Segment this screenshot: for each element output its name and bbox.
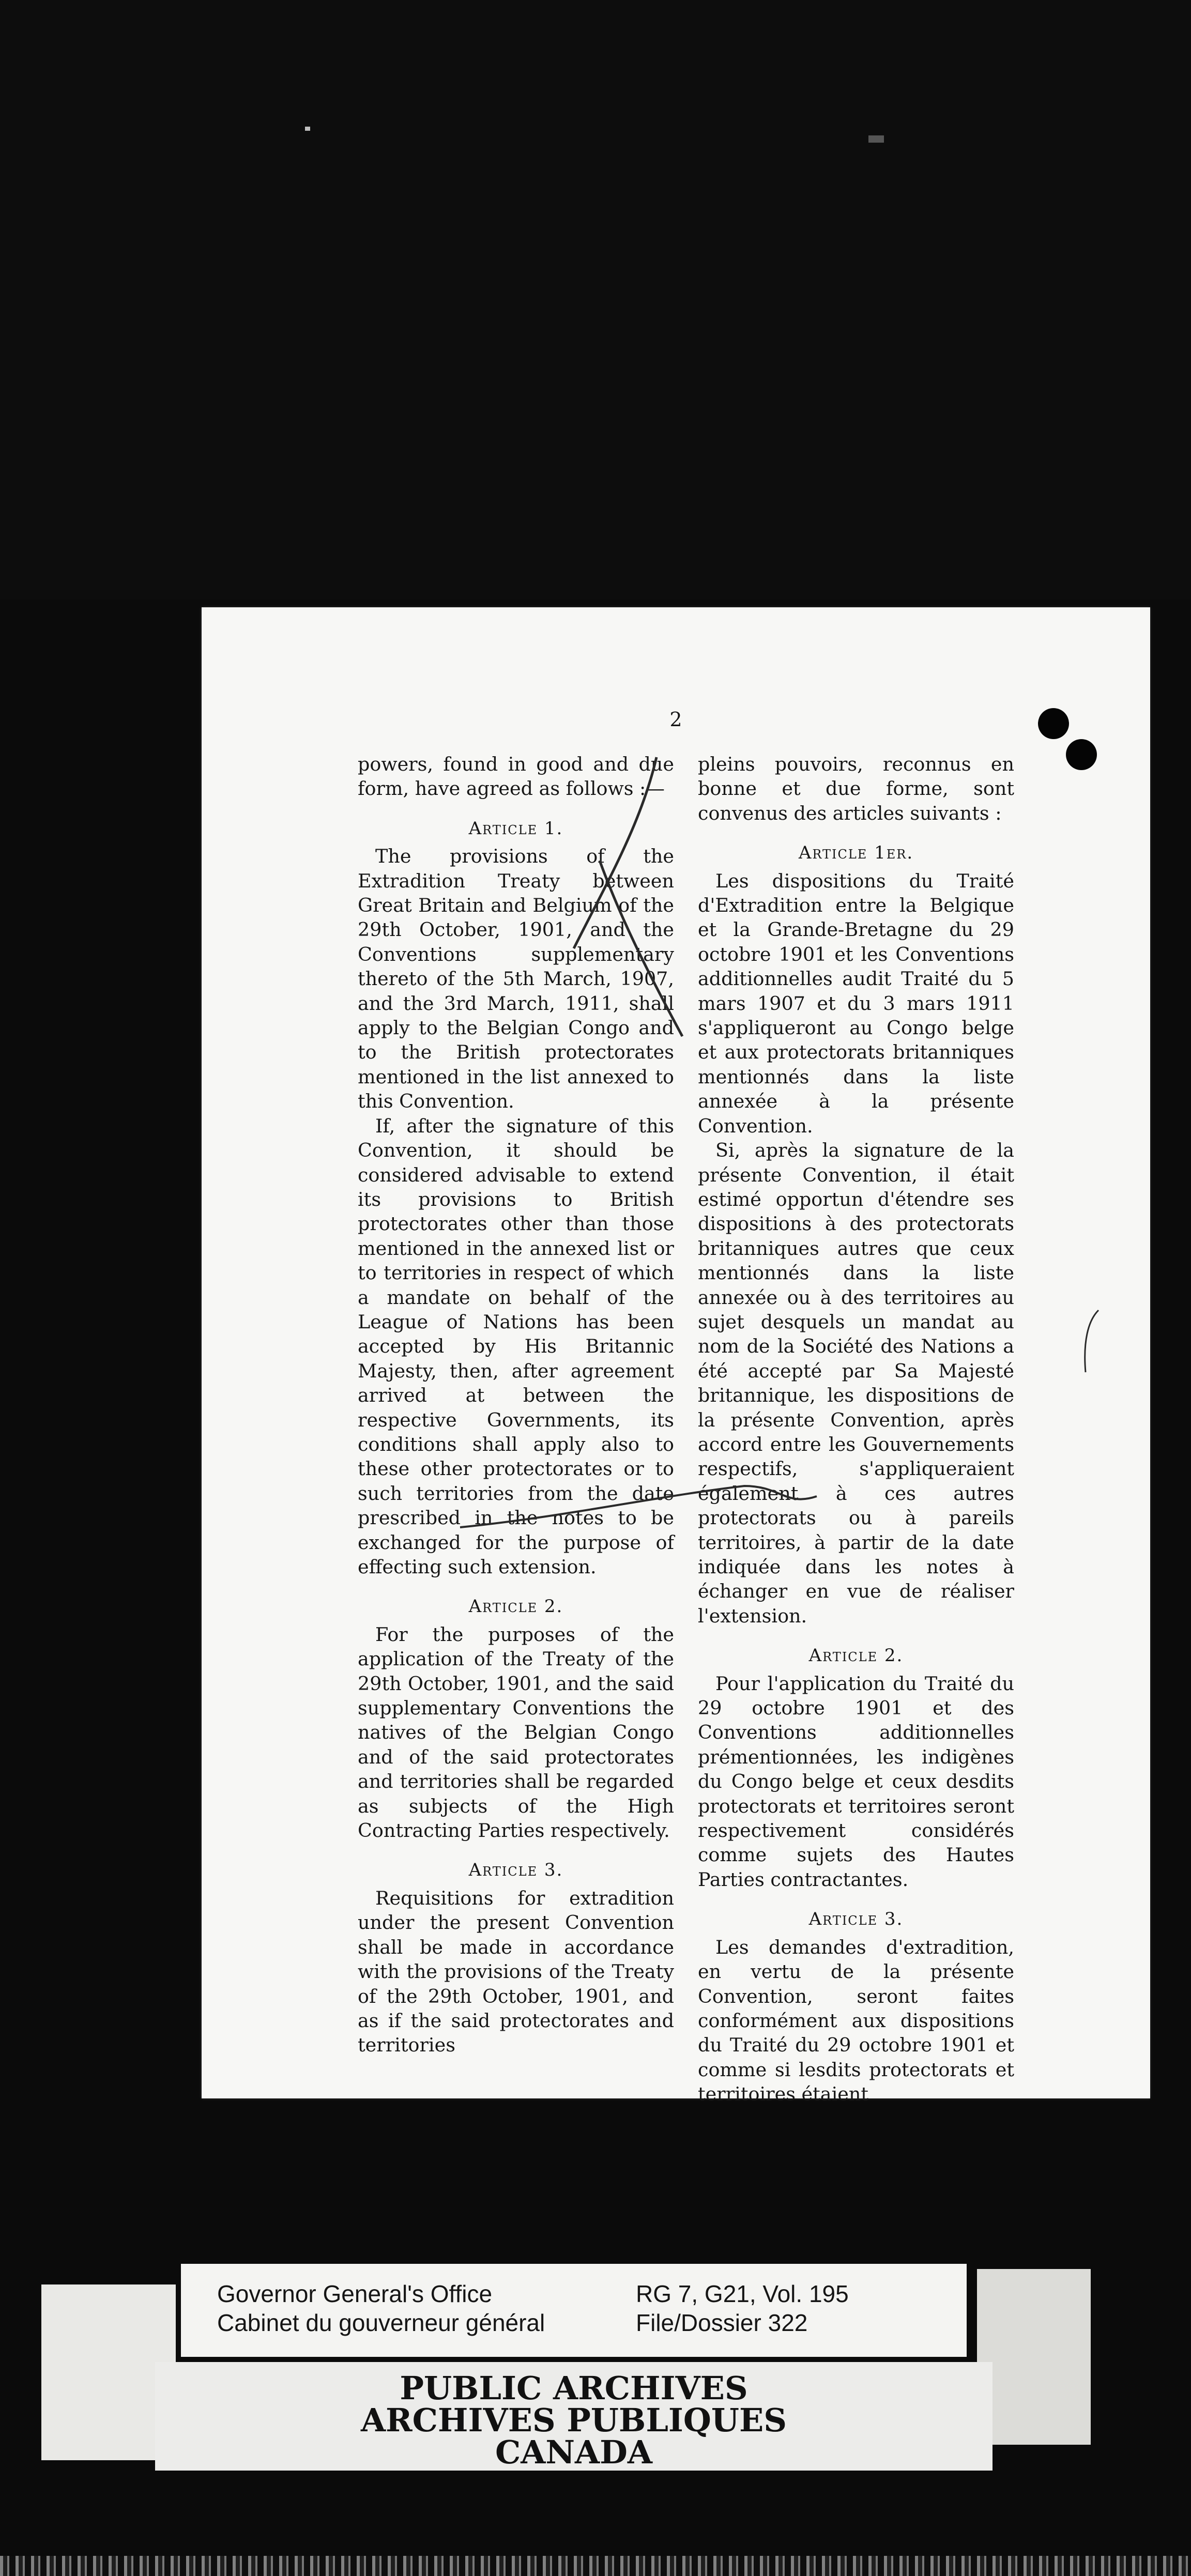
english-paragraph: Requisitions for extradition under the present Convention shall be made in accordance with the provisions of the Treaty of the 29th October, 1901, and as if the said protectorates and territories bbox=[358, 1887, 674, 2057]
french-paragraph: Les dispositions du Traité d'Extradition entre la Belgique et la Grande-Bretagne du 29 octobre 1901 et les Conventions additionnelles audit Traité du 5 mars 1907 et du 3 mars 1911 s'appliqueront au Congo belge et aux protectorats britanniques mentionnés dans la liste annexée à la présente Convention. bbox=[698, 869, 1014, 1137]
english-column bbox=[358, 752, 674, 2058]
english-paragraph: powers, found in good and due form, have agreed as follows :— bbox=[358, 753, 674, 800]
english-article-heading: Article 2. bbox=[468, 1596, 563, 1617]
french-article-heading: Article 1er. bbox=[798, 842, 914, 864]
french-paragraph: Pour l'application du Traité du 29 octobre 1901 et des Conventions additionnelles prémentionnées, les indigènes du Congo belge et ceux desdits protectorats et territoires seront respectivement considérés comme sujets des Hautes Parties contractantes. bbox=[698, 1672, 1014, 1891]
english-article-heading: Article 3. bbox=[468, 1860, 563, 1881]
french-column bbox=[698, 752, 1014, 2107]
record-group-reference: RG 7, G21, Vol. 195 bbox=[636, 2280, 849, 2307]
office-french: Cabinet du gouverneur général bbox=[217, 2309, 545, 2336]
label-strip bbox=[977, 2269, 1091, 2445]
office-block bbox=[217, 2279, 545, 2337]
public-archives-stamp bbox=[155, 2362, 993, 2471]
french-paragraph: Si, après la signature de la présente Convention, il était estimé opportun d'étendre ses dispositions à des protectorats britanniques autres que ceux mentionnés dans la liste annexée ou à des territoires au sujet desquels un mandat au nom de la Société des Nations a été accepté par Sa Majesté britannique, les dispositions de la présente Convention, après accord entre les Gouvernements respectifs, s'appliqueraient également à ces autres protectorats ou à pareils territoires, à partir de la date indiquée dans les notes à échanger en vue de réaliser l'extension. bbox=[698, 1139, 1014, 1627]
film-speck bbox=[305, 127, 310, 131]
archive-reference-label bbox=[181, 2264, 967, 2357]
english-article-heading: Article 1. bbox=[468, 818, 563, 839]
punch-hole bbox=[1038, 708, 1069, 739]
file-block bbox=[636, 2279, 849, 2337]
file-number: File/Dossier 322 bbox=[636, 2309, 808, 2336]
french-paragraph: Les demandes d'extradition, en vertu de la présente Convention, seront faites conformément aux dispositions du Traité du 29 octobre 1901 et comme si lesdits protectorats et territoires étaient bbox=[698, 1936, 1014, 2106]
stamp-line: CANADA bbox=[495, 2433, 653, 2471]
office-english: Governor General's Office bbox=[217, 2280, 493, 2307]
microfilm-frame-background bbox=[0, 0, 1191, 600]
stamp-line: PUBLIC ARCHIVES bbox=[400, 2369, 748, 2407]
french-article-heading: Article 3. bbox=[808, 1909, 904, 1930]
document-page bbox=[202, 607, 1150, 2106]
french-paragraph: pleins pouvoirs, reconnus en bonne et due forme, sont convenus des articles suivants : bbox=[698, 753, 1014, 824]
french-article-heading: Article 2. bbox=[808, 1645, 904, 1666]
punch-hole bbox=[1066, 739, 1097, 770]
english-paragraph: The provisions of the Extradition Treaty between Great Britain and Belgium of the 29th October, 1901, and the Conventions supplementary thereto of the 5th March, 1907, and the 3rd March, 1911, shall apply to the Belgian Congo and to the British protectorates mentioned in the list annexed to this Convention. bbox=[358, 845, 674, 1113]
english-paragraph: If, after the signature of this Convention, it should be considered advisable to extend its provisions to British protectorates other than those mentioned in the annexed list or to territories in respect of which a mandate on behalf of the League of Nations has been accepted by His Britannic Majesty, then, after agreement arrived at between the respective Governments, its conditions shall apply also to these other protectorates or to such territories from the date prescribed in the notes to be exchanged for the purpose of effecting such extension. bbox=[358, 1114, 674, 1578]
pen-stroke bbox=[1085, 1310, 1098, 1372]
stamp-line: ARCHIVES PUBLIQUES bbox=[360, 2401, 787, 2439]
archive-labels bbox=[31, 2264, 1091, 2481]
english-paragraph: For the purposes of the application of the Treaty of the 29th October, 1901, and the said supplementary Conventions the natives of the Belgian Congo and of the said protectorates and territories shall be regarded as subjects of the High Contracting Parties respectively. bbox=[358, 1623, 674, 1842]
film-edge bbox=[0, 2556, 1191, 2576]
film-speck bbox=[868, 135, 884, 143]
page-number: 2 bbox=[669, 708, 682, 731]
